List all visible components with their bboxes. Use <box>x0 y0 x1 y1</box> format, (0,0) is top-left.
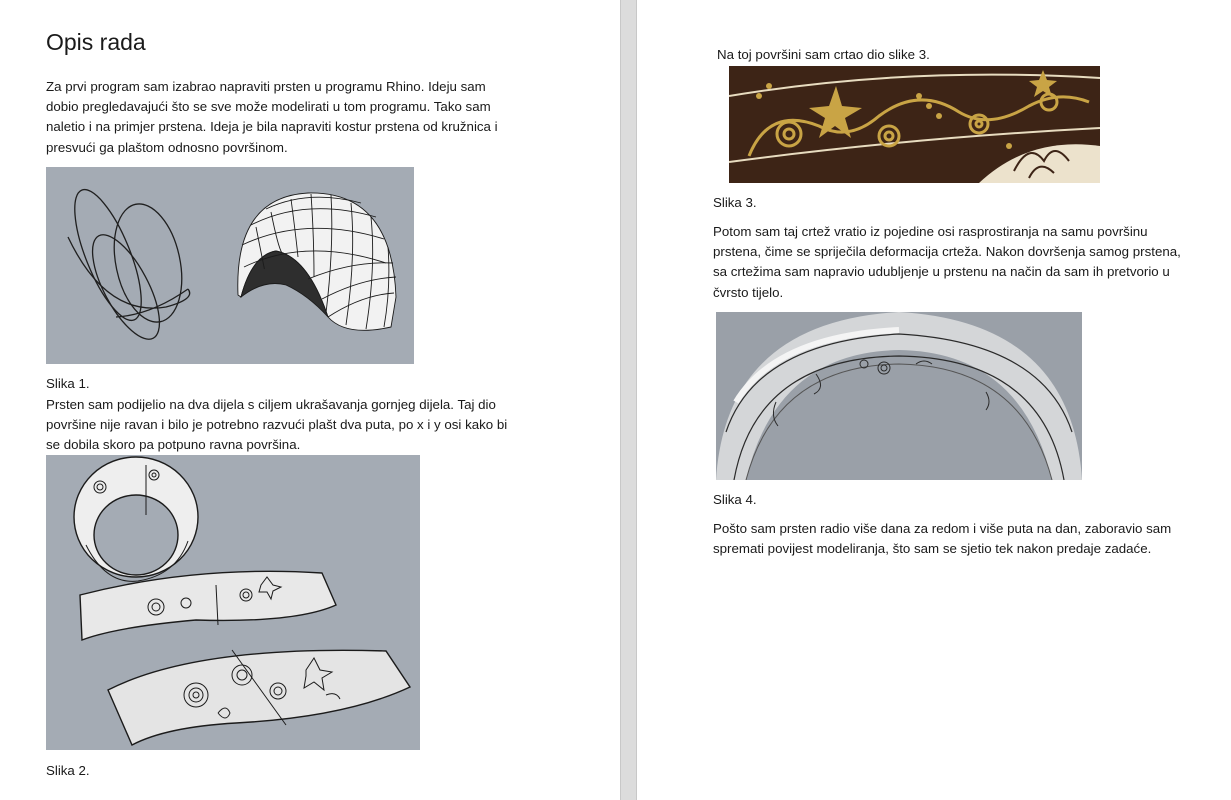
paragraph-split <box>46 395 507 456</box>
text-line: dobio pregledavajući što se sve može modelirati u tom programu. Tako sam <box>46 99 491 115</box>
text-line: spremati povijest modeliranja, što sam se sjetio tek nakon predaje zadaće. <box>713 541 1152 557</box>
text-line: čvrsto tijelo. <box>713 284 784 300</box>
caption-figure-3: Slika 3. <box>713 195 757 210</box>
right-page <box>637 0 1231 800</box>
figure-1-wireframe-image <box>46 167 414 364</box>
page-gap <box>620 0 637 800</box>
text-line: se dobila skoro pa potpuno ravna površina. <box>46 437 301 453</box>
caption-figure-2: Slika 2. <box>46 763 90 778</box>
paragraph-deformation <box>713 222 1181 303</box>
figure-2-ring-surfaces-image <box>46 455 420 750</box>
text-line: sa crtežima sam napravio udubljenje u prstenu na način da sam ih pretvorio u <box>713 264 1170 280</box>
caption-figure-1: Slika 1. <box>46 376 90 391</box>
text-line: površine nije ravan i bilo je potrebno razvući plašt dva puta, po x i y osi kako bi <box>46 417 508 433</box>
text-line: Potom sam taj crtež vratio iz pojedine osi rasprostiranja na samu površinu <box>713 224 1148 239</box>
figure-4-finished-ring-image <box>716 312 1082 480</box>
text-line: naletio i na primjer prstena. Ideja je bila napraviti kostur prstena od kružnica i <box>46 119 498 135</box>
text-line: Prsten sam podijelio na dva dijela s ciljem ukrašavanja gornjeg dijela. Taj dio <box>46 397 496 412</box>
text-line: Pošto sam prsten radio više dana za redom i više puta na dan, zaboravio sam <box>713 521 1172 536</box>
text-line: presvući ga plaštom odnosno površinom. <box>46 139 288 155</box>
paragraph-history <box>713 519 1171 559</box>
paragraph-surface-intro: Na toj površini sam crtao dio slike 3. <box>717 47 930 62</box>
text-line: Za prvi program sam izabrao napraviti prsten u programu Rhino. Ideju sam <box>46 79 486 94</box>
figure-3-ornament-image <box>729 66 1100 183</box>
paragraph-intro <box>46 77 498 158</box>
text-line: prstena, čime se spriječila deformacija crteža. Nakon dovršenja samog prstena, <box>713 244 1181 260</box>
page-title: Opis rada <box>46 29 146 55</box>
caption-figure-4: Slika 4. <box>713 492 757 507</box>
